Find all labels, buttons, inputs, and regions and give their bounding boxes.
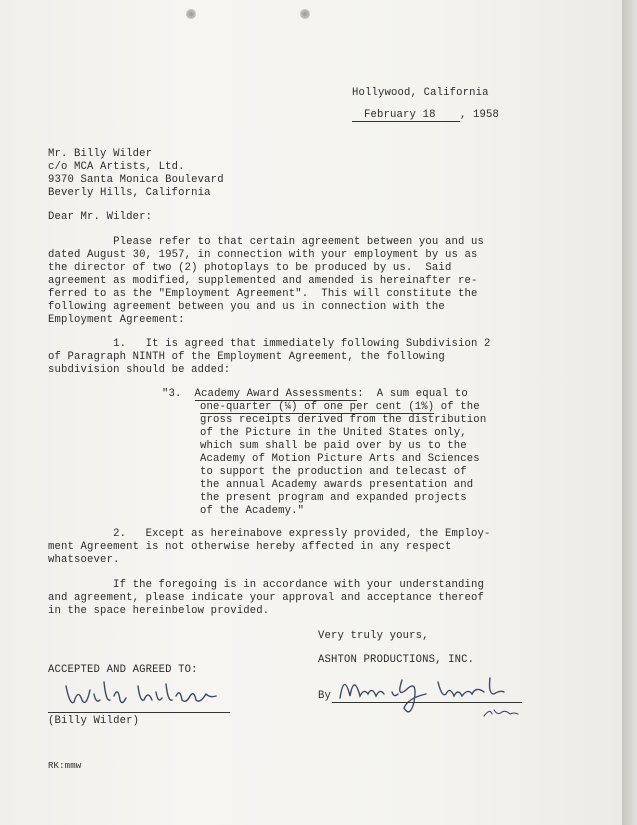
salutation: Dear Mr. Wilder:: [48, 211, 153, 223]
place-line: Hollywood, California: [352, 87, 489, 99]
quote-line: the annual Academy awards presentation and: [200, 479, 474, 491]
quote-line: Academy of Motion Picture Arts and Sciences: [200, 453, 480, 465]
punch-hole: [186, 9, 196, 19]
quote-line: [200, 401, 480, 413]
body-line: Please refer to that certain agreement between you and us: [48, 236, 484, 248]
address-line: Mr. Billy Wilder: [48, 148, 153, 160]
body-line: in the space hereinbelow provided.: [48, 605, 270, 617]
date-separator: ,: [460, 109, 467, 121]
body-line: Employment Agreement:: [48, 314, 185, 326]
body-line: agreement as modified, supplemented and amended is hereinafter re-: [48, 275, 478, 287]
date-year: 1958: [473, 109, 500, 121]
body-line: If the foregoing is in accordance with your understanding: [48, 579, 484, 591]
company-signature-line: [332, 702, 522, 703]
signer-name: (Billy Wilder): [48, 715, 140, 727]
body-line: ferred to as the "Employment Agreement". This will constitute the: [48, 288, 478, 300]
wilder-signature: [60, 676, 240, 712]
punch-hole: [300, 9, 310, 19]
quote-line: of the Academy.": [200, 505, 305, 517]
body-line: subdivision should be added:: [48, 364, 231, 376]
body-line: dated August 30, 1957, in connection with your employment by us as: [48, 249, 478, 261]
body-line: 1. It is agreed that immediately following Subdivision 2: [48, 338, 491, 350]
body-line: of Paragraph NINTH of the Employment Agreement, the following: [48, 351, 445, 363]
by-label: By: [318, 690, 332, 702]
quote-underlined: one-quarter (¼) of one per cent (1%): [200, 401, 435, 413]
date-line: [352, 109, 499, 122]
date-month-day: February 18: [352, 109, 460, 122]
quote-prefix: "3.: [162, 388, 195, 400]
valediction: Very truly yours,: [318, 630, 429, 642]
body-line: following agreement between you and us in connection with the: [48, 301, 445, 313]
company-name: ASHTON PRODUCTIONS, INC.: [318, 654, 475, 666]
wilder-signature-line: [48, 712, 230, 713]
quote-line: [162, 388, 468, 400]
quote-line: gross receipts derived from the distribution: [200, 414, 487, 426]
body-line: 2. Except as hereinabove expressly provided, the Employ-: [48, 528, 491, 540]
body-line: ment Agreement is not otherwise hereby affected in any respect: [48, 541, 452, 553]
quote-line: of the Picture in the United States only,: [200, 427, 467, 439]
quote-line: which sum shall be paid over by us to the: [200, 440, 467, 452]
body-line: and agreement, please indicate your approval and acceptance thereof: [48, 592, 484, 604]
quote-heading-rest: : A sum equal to: [357, 388, 468, 400]
typist-initials: RK:mmw: [48, 761, 82, 771]
quote-line-rest: of the: [434, 401, 480, 413]
address-line: 9370 Santa Monica Boulevard: [48, 174, 224, 186]
address-line: c/o MCA Artists, Ltd.: [48, 161, 185, 173]
quote-line: to support the production and telecast of: [200, 466, 467, 478]
page-edge: [622, 0, 637, 825]
accepted-label: ACCEPTED AND AGREED TO:: [48, 664, 198, 676]
body-line: whatsoever.: [48, 554, 120, 566]
address-line: Beverly Hills, California: [48, 187, 211, 199]
company-signature: [334, 668, 534, 724]
quote-line: the present program and expanded projects: [200, 492, 467, 504]
body-line: the director of two (2) photoplays to be produced by us. Said: [48, 262, 452, 274]
quote-heading: Academy Award Assessments: [194, 388, 358, 400]
